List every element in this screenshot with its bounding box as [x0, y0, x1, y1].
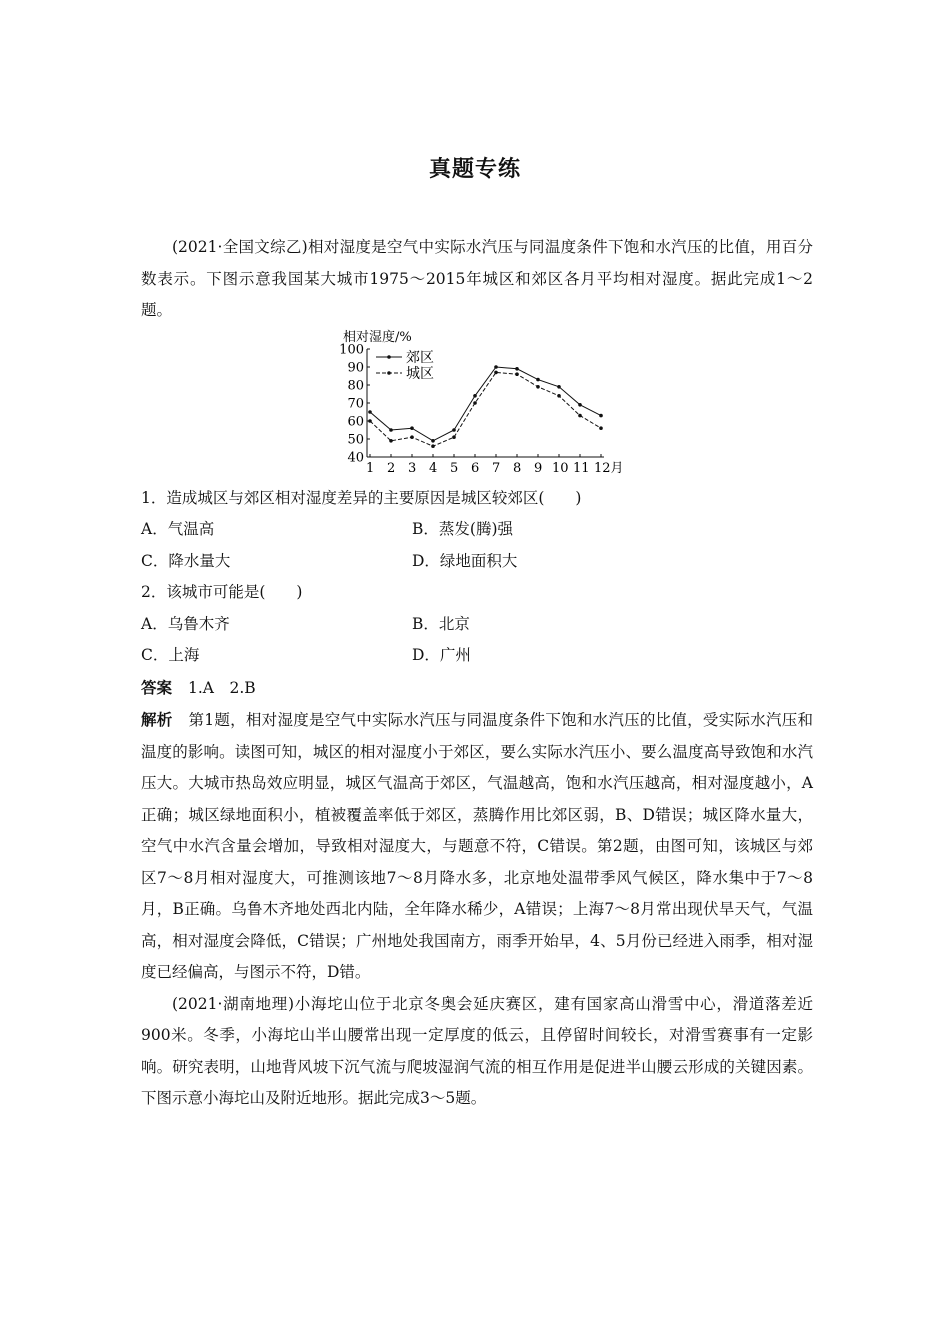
answer-line — [141, 672, 813, 705]
data-point — [557, 385, 561, 389]
intro-paragraph-2: (2021·湖南地理)小海坨山位于北京冬奥会延庆赛区，建有国家高山滑雪中心，滑道落差近900米。冬季，小海坨山半山腰常出现一定厚度的低云，且停留时间较长，对滑雪赛事有一定影响。研究表明，山地背风坡下沉气流与爬坡湿润气流的相互作用是促进半山腰云形成的关键因素。下图示意小海坨山及附近地形。据此完成3～5题。 — [141, 994, 813, 1107]
data-point — [578, 403, 582, 407]
question-2-options-row-2 — [141, 640, 813, 672]
data-point — [599, 426, 603, 430]
question-1-options-row-2 — [141, 546, 813, 578]
x-tick-label: 3 — [408, 460, 417, 476]
data-point — [410, 426, 414, 430]
data-point — [494, 370, 498, 374]
question-1-options-row-1 — [141, 514, 813, 546]
q2-option-a[interactable]: A．乌鲁木齐 — [141, 614, 230, 633]
data-point — [536, 377, 540, 381]
x-tick-label: 12月 — [594, 460, 624, 476]
question-2-stem: 2．该城市可能是( ) — [141, 583, 303, 601]
q1-option-c[interactable]: C．降水量大 — [141, 551, 231, 570]
y-tick-label: 100 — [339, 342, 364, 357]
data-point — [410, 435, 414, 439]
q2-option-d[interactable]: D．广州 — [412, 646, 471, 664]
x-tick-label: 7 — [492, 460, 501, 476]
data-point — [494, 365, 498, 369]
x-tick-label: 2 — [387, 460, 396, 476]
data-point — [452, 435, 456, 439]
question-2-options-row-1 — [141, 609, 813, 641]
page-title: 真题专练 — [428, 156, 521, 182]
q1-option-d[interactable]: D．绿地面积大 — [412, 551, 518, 570]
q1-option-a[interactable]: A．气温高 — [141, 520, 215, 538]
series-line-urban — [370, 372, 601, 446]
humidity-chart — [141, 329, 813, 481]
answer-label: 答案 — [141, 677, 173, 697]
analysis-paragraph — [141, 704, 813, 989]
x-tick-label: 9 — [534, 460, 543, 476]
y-tick-label: 50 — [347, 432, 364, 447]
data-point — [389, 428, 393, 432]
data-point — [431, 444, 435, 448]
series-lines — [368, 365, 603, 448]
question-1-stem: 1．造成城区与郊区相对湿度差异的主要原因是城区较郊区( ) — [141, 488, 582, 507]
y-tick-label: 70 — [347, 396, 364, 411]
x-tick-label: 11 — [573, 460, 590, 476]
data-point — [452, 428, 456, 432]
x-tick-label: 5 — [450, 460, 459, 476]
data-point — [515, 372, 519, 376]
y-tick-label: 60 — [347, 414, 364, 429]
y-tick-label: 90 — [347, 360, 364, 375]
data-point — [578, 413, 582, 417]
q2-option-c[interactable]: C．上海 — [141, 646, 200, 664]
data-point — [431, 439, 435, 443]
q1-option-b[interactable]: B．蒸发(腾)强 — [412, 520, 513, 538]
data-point — [473, 401, 477, 405]
q2-option-b[interactable]: B．北京 — [412, 614, 470, 633]
intro-paragraph-1: (2021·全国文综乙)相对湿度是空气中实际水汽压与同温度条件下饱和水汽压的比值，用百分数表示。下图示意我国某大城市1975～2015年城区和郊区各月平均相对湿度。据此完成1～2题。 — [141, 238, 813, 319]
legend-label: 郊区 — [406, 349, 434, 366]
x-tick-label: 6 — [471, 460, 480, 476]
data-point — [515, 367, 519, 371]
answer-text: 1.A 2.B — [188, 678, 256, 697]
data-point — [389, 439, 393, 443]
data-point — [473, 394, 477, 398]
analysis-label: 解析 — [141, 710, 173, 729]
analysis-text: 第1题，相对湿度是空气中实际水汽压与同温度条件下饱和水汽压的比值，受实际水汽压和温度的影响。读图可知，城区的相对湿度小于郊区，要么实际水汽压小、要么温度高导致饱和水汽压大。大城市热岛效应明显，城区气温高于郊区，气温越高，饱和水汽压越高，相对湿度越小，A正确；城区绿地面积小，植被覆盖率低于郊区，蒸腾作用比郊区弱，B、D错误；城区降水量大，空气中水汽含量会增加，导致相对湿度大，与题意不符，C错误。第2题，由图可知，该城区与郊区7～8月相对湿度大，可推测该地7～8月降水多，北京地处温带季风气候区，降水集中于7～8月，B正确。乌鲁木齐地处西北内陆，全年降水稀少，A错误；上海7～8月常出现伏旱天气，气温高，相对湿度会降低，C错误；广州地处我国南方，雨季开始早，4、5月份已经进入雨季，相对湿度已经偏高，与图示不符，D错。 — [141, 711, 813, 981]
chart-legend — [376, 350, 434, 382]
data-point — [536, 385, 540, 389]
y-tick-labels — [339, 342, 370, 465]
data-point — [557, 394, 561, 398]
y-tick-label: 80 — [347, 378, 364, 393]
data-point — [368, 419, 372, 423]
legend-marker — [387, 371, 391, 375]
x-tick-label: 8 — [513, 460, 522, 476]
x-tick-label: 10 — [552, 460, 569, 476]
y-tick-label: 40 — [347, 450, 364, 465]
legend-label: 城区 — [406, 365, 434, 382]
data-point — [599, 413, 603, 417]
y-axis-label: 相对湿度/% — [343, 329, 412, 345]
chart-axes — [367, 349, 604, 457]
content-body — [141, 232, 813, 1115]
data-point — [368, 410, 372, 414]
humidity-chart-svg — [337, 329, 624, 481]
legend-marker — [387, 355, 391, 359]
series-line-suburb — [370, 367, 601, 441]
x-tick-label: 4 — [429, 460, 438, 476]
x-tick-label: 1 — [366, 460, 375, 476]
